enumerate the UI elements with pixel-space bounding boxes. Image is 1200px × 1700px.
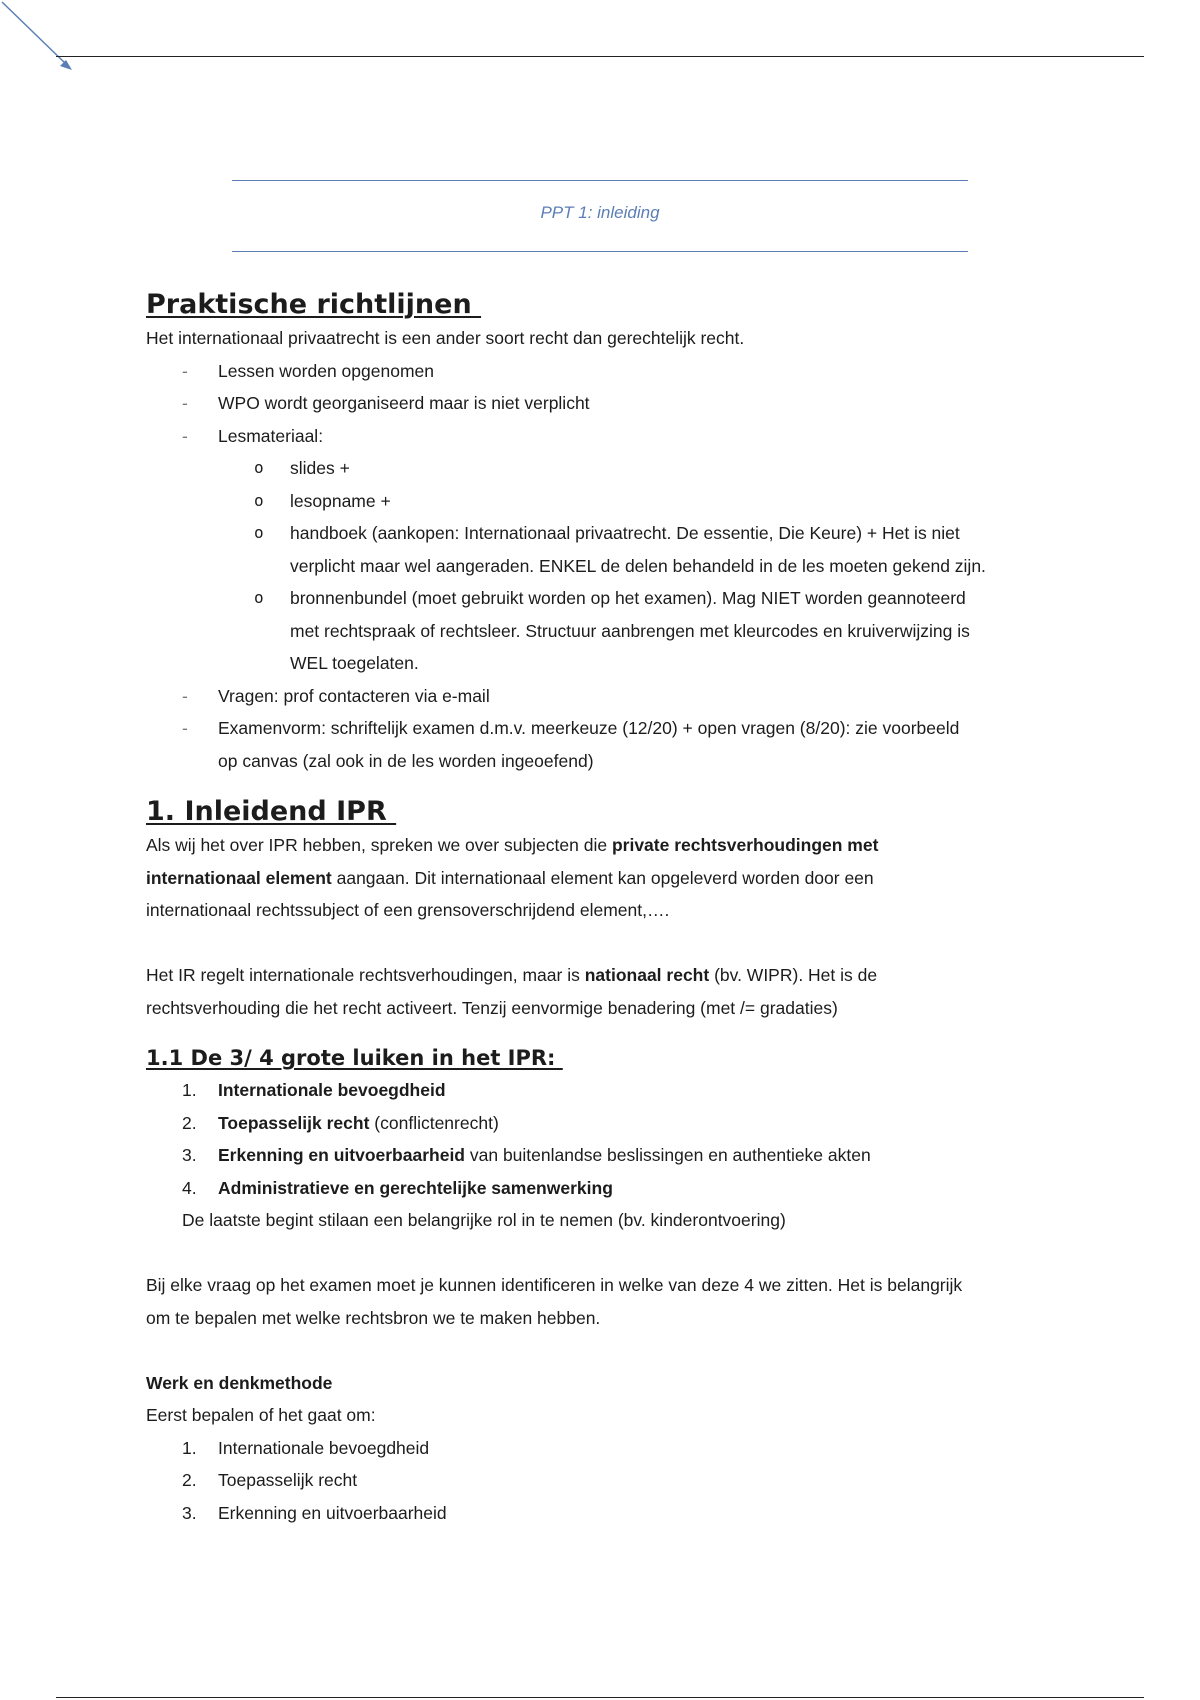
heading-inleidend-ipr: 1. Inleidend IPR bbox=[146, 796, 397, 827]
top-divider bbox=[56, 56, 1144, 57]
list-item: 3. Erkenning en uitvoerbaarheid van buitenlandse beslissingen en authentieke akten bbox=[182, 1145, 871, 1165]
sub-list-item: o bronnenbundel (moet gebruikt worden op het examen). Mag NIET worden geannoteerd met rechtspraak of rechtsleer. Structuur aanbrengen met kleurcodes en kruiverwijzing is WEL toegelaten. bbox=[146, 582, 1066, 680]
numbered-list-methode bbox=[146, 1432, 1066, 1530]
dash-bullet-icon: - bbox=[182, 425, 188, 446]
numbered-list-luiken bbox=[146, 1074, 1066, 1204]
circle-bullet-icon: o bbox=[254, 490, 264, 510]
document-body bbox=[146, 288, 1066, 1529]
list-item: - Lesmateriaal: bbox=[146, 420, 1066, 453]
corner-arrow-icon bbox=[0, 0, 90, 80]
bottom-divider bbox=[56, 1697, 1144, 1698]
heading-praktische-richtlijnen: Praktische richtlijnen bbox=[146, 289, 482, 320]
sub-list-item: o slides + bbox=[146, 452, 1066, 485]
sub-list-item: o handboek (aankopen: Internationaal privaatrecht. De essentie, Die Keure) + Het is niet verplicht maar wel aangeraden. ENKEL de delen behandeld in de les moeten gekend zijn. bbox=[146, 517, 1066, 582]
paragraph-ipr-definition: Als wij het over IPR hebben, spreken we over subjecten die private rechtsverhoudingen met internationaal element aangaan. Dit internationaal element kan opgeleverd worden door een internationaal rechtssubject of een grensoverschrijdend element,…. bbox=[146, 835, 879, 920]
paragraph-note: De laatste begint stilaan een belangrijke rol in te nemen (bv. kinderontvoering) bbox=[182, 1210, 786, 1230]
heading-grote-luiken: 1.1 De 3/ 4 grote luiken in het IPR: bbox=[146, 1046, 563, 1070]
slide-header-title: PPT 1: inleiding bbox=[540, 203, 660, 222]
list-item: 1. Internationale bevoegdheid bbox=[182, 1080, 446, 1100]
list-item: - Lessen worden opgenomen bbox=[146, 355, 1066, 388]
paragraph-methode-intro: Eerst bepalen of het gaat om: bbox=[146, 1405, 376, 1425]
list-item: 1. Internationale bevoegdheid bbox=[182, 1437, 430, 1458]
circle-bullet-icon: o bbox=[254, 523, 264, 542]
paragraph-ir-national: Het IR regelt internationale rechtsverhoudingen, maar is nationaal recht (bv. WIPR). Het is de rechtsverhouding die het recht activeert. Tenzij eenvormige benadering (met /= gradaties) bbox=[146, 965, 878, 1018]
list-item: 2. Toepasselijk recht (conflictenrecht) bbox=[182, 1112, 499, 1133]
list-item: - Vragen: prof contacteren via e-mail bbox=[146, 680, 1066, 713]
dash-bullet-icon: - bbox=[182, 718, 188, 738]
paragraph-exam: Bij elke vraag op het examen moet je kunnen identificeren in welke van deze 4 we zitten. Het is belangrijk om te bepalen met welke rechtsbron we te maken hebben. bbox=[146, 1275, 963, 1328]
list-item: - WPO wordt georganiseerd maar is niet verplicht bbox=[146, 387, 1066, 420]
circle-bullet-icon: o bbox=[254, 588, 264, 607]
bullet-list bbox=[146, 355, 1066, 778]
paragraph-intro: Het internationaal privaatrecht is een ander soort recht dan gerechtelijk recht. bbox=[146, 328, 745, 348]
list-item: - Examenvorm: schriftelijk examen d.m.v. meerkeuze (12/20) + open vragen (8/20): zie voorbeeld op canvas (zal ook in de les worden ingeoefend) bbox=[146, 712, 1066, 777]
sub-bullet-list bbox=[146, 452, 1066, 680]
dash-bullet-icon: - bbox=[182, 393, 188, 413]
dash-bullet-icon: - bbox=[182, 360, 188, 381]
list-item: 4. Administratieve en gerechtelijke samenwerking bbox=[182, 1177, 613, 1198]
heading-werk-denkmethode: Werk en denkmethode bbox=[146, 1372, 333, 1393]
circle-bullet-icon: o bbox=[254, 458, 264, 477]
sub-list-item: o lesopname + bbox=[146, 485, 1066, 518]
list-item: 3. Erkenning en uitvoerbaarheid bbox=[182, 1502, 447, 1523]
slide-header-band bbox=[232, 180, 968, 252]
list-item: 2. Toepasselijk recht bbox=[182, 1470, 358, 1490]
dash-bullet-icon: - bbox=[182, 685, 188, 706]
